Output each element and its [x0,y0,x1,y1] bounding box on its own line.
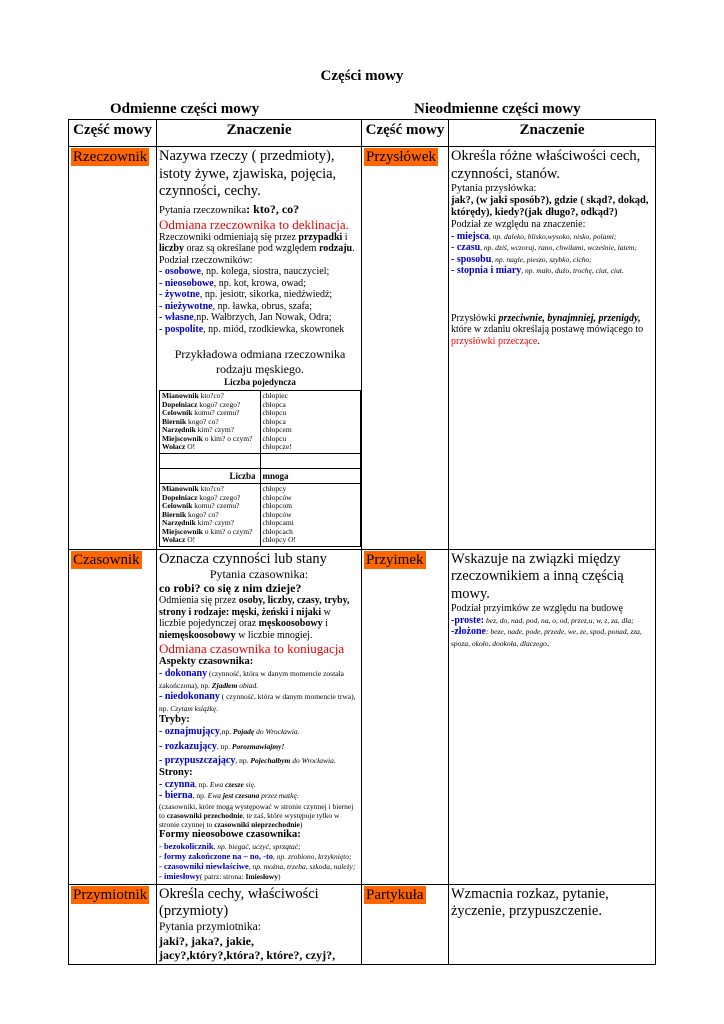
row-przymiotnik [69,884,656,964]
header-meaning-left: Znaczenie [157,120,362,147]
rzeczownik-type: - osobowe, np. kolega, siostra, nauczyciel; [159,266,330,277]
form-item: - imiesłowy( patrz: strona: Imiesłowy) [159,870,281,881]
rzeczownik-type: - żywotne, np. jesiotr, sikorka, niedźwiedź; [159,289,333,300]
case-form: chłopców [262,492,292,502]
case-form: chłopcy [262,484,287,493]
case-row: Wołacz O! [162,442,196,451]
singular-title: Liczba pojedyncza [224,377,296,387]
case-form: chłopcy O! [262,535,297,544]
header-meaning-right: Znaczenie [449,120,656,147]
rzeczownik-division-title: Podział rzeczowników: [159,254,253,266]
przyimek-definition: Wskazuje na związki między rzeczownikiem a inną częścią mowy. [451,550,624,602]
case-row: Dopełniacz kogo? czego? [162,492,241,502]
impersonal-forms-title: Formy nieosobowe czasownika: [159,828,301,840]
przyslowek-type: - sposobu, np. nagle, pieszo, szybko, cicho; [451,253,592,265]
plural-title-left: Liczba [160,468,261,484]
case-row: Biernik kogo? co? [162,509,219,519]
case-row: Celownik komu? czemu? [162,501,240,510]
rzeczownik-description: Rzeczowniki odmieniają się przez przypadki i liczby oraz są określane pod względem rodzaju. [159,231,355,254]
case-row: Miejscownik o kim? o czym? [162,433,253,443]
row-rzeczownik [69,147,656,550]
moods-title: Tryby: [159,714,190,725]
przyslowek-note: Przysłówki przeciwnie, bynajmniej, przenigdy, które w zdaniu określają postawę mówiącego to przysłówki przeczące. [451,312,644,347]
case-form: chłopcom [262,501,293,510]
case-row: Narzędnik kim? czym? [162,425,235,434]
form-item: - formy zakończone na – no, -to, np. zrobiono, krzyknięto; [159,850,352,861]
header-part-left: Część mowy [69,120,157,147]
case-form: chłopcze! [262,442,292,451]
page-title: Części mowy [320,68,404,84]
case-row: Mianownik kto?co? [162,484,224,493]
przymiotnik-questions-title: Pytania przymiotnika: [159,920,261,933]
partykula-definition: Wzmacnia rozkaz, pytanie, życzenie, przypuszczenie. [451,885,609,919]
rzeczownik-type: - nieosobowe, np. kot, krowa, owad; [159,277,306,289]
mood-item: - oznajmujący,np. Pojadę do Wrocławia. [159,726,300,737]
voice-note: (czasowniki, które mogą występować w stronie czynnej i biernej to czasowniki przechodnie, te zaś, które występuje tylko w stronie czynnej to czasowniki nieprzechodnie) [159,801,354,829]
rzeczownik-definition: Nazywa rzeczy ( przedmioty), istoty żywe, zjawiska, pojęcia, czynności, cechy. [159,148,337,199]
czasownik-questions-title: Pytania czasownika: [209,567,309,581]
voice-item: - bierna, np. Ewa jest czesana przez matkę. [159,790,299,801]
right-section-title: Nieodmienne części mowy [414,101,581,117]
label-partykula: Partykuła [366,886,424,903]
left-section-title: Odmienne części mowy [110,101,260,117]
przyslowek-type: - czasu, np. dziś, wczoraj, rano, chwilami, wcześnie, latem; [451,242,637,253]
declension-example-title: Przykładowa odmiana rzeczownika rodzaju męskiego. [174,347,346,376]
aspects-title: Aspekty czasownika: [159,656,254,667]
form-item: - czasowniki niewłaściwe, np. można, trzeba, szkoda, należy; [159,860,356,871]
case-form: chłopcu [262,433,287,443]
case-form: chłopca [262,399,286,409]
row-czasownik [69,549,656,884]
voices-title: Strony: [159,766,193,778]
przyslowek-questions: jak?, (w jaki sposób?), gdzie ( skąd?, dokąd, którędy), kiedy?(jak długo?, odkąd?) [451,195,649,218]
label-przyslowek: Przysłówek [366,149,436,165]
przymiotnik-questions: jaki?, jaka?, jakie, jacy?,który?,która?, które?, czyj?, [159,933,336,962]
case-form: chłopcem [262,425,292,434]
przyslowek-type: - stopnia i miary, np. mało, dużo, trochę, ciut, ciut. [451,265,624,276]
case-form: chłopiec [262,391,288,400]
label-czasownik: Czasownik [73,551,140,568]
label-rzeczownik: Rzeczownik [73,149,148,165]
rzeczownik-declension: Odmiana rzeczownika to deklinacja. [159,216,349,232]
rzeczownik-type: - nieżywotne, np. ławka, obrus, szafa; [159,300,313,312]
rzeczownik-questions: Pytania rzeczownika: kto?, co? [159,201,300,216]
mood-item: - rozkazujący, np. Porozmawiajmy! [159,740,285,752]
plural-title-right: mnoga [260,468,361,484]
case-form: chłopcami [262,518,294,527]
label-przymiotnik: Przymiotnik [73,886,148,903]
case-row: Wołacz O! [162,535,196,544]
case-row: Celownik komu? czemu? [162,408,240,417]
case-form: chłopcach [262,526,293,536]
rzeczownik-type: - własne,np. Wałbrzych, Jan Nowak, Odra; [159,312,332,323]
parts-of-speech-table [68,119,656,965]
przyslowek-type: - miejsca, np. daleko, blisko,wysoko, nisko, polami; [451,230,617,242]
czasownik-questions: co robi? co się z nim dzieje? [159,581,302,595]
czasownik-conjugation: Odmiana czasownika to koniugacja [159,641,345,656]
case-row: Miejscownik o kim? o czym? [162,526,253,536]
header-part-right: Część mowy [362,120,449,147]
przyimek-type: -złożone: beze, nade, pode, przede, we, ze, spod, ponad, zza, spoza, około, dookoła, dlaczego. [451,626,642,649]
case-row: Dopełniacz kogo? czego? [162,399,241,409]
label-przyimek: Przyimek [366,551,424,568]
singular-table [159,390,361,547]
przymiotnik-definition: Określa cechy, właściwości (przymioty) [159,885,319,919]
przyimek-type: -proste: bez, do, nad, pod, na, o, od, przez,u, w, z, za, dla; [451,614,634,626]
czasownik-definition: Oznacza czynności lub stany [159,550,327,567]
rzeczownik-type: - pospolite, np. miód, rzodkiewka, skowronek [159,323,345,335]
case-form: chłopca [262,416,286,426]
przyimek-division-title: Podział przyimków ze względu na budowę [451,603,623,614]
case-form: chłopcu [262,408,287,417]
przyslowek-division-title: Podział ze względu na znaczenie: [451,219,586,230]
aspect-item: - niedokonany ( czynność, która w danym momencie trwa), np. Czytam książkę. [159,691,356,713]
voice-item: - czynna, np. Ewa czesze się. [159,778,256,790]
case-form: chłopców [262,509,292,519]
case-row: Biernik kogo? co? [162,416,219,426]
header-row [69,120,656,147]
aspect-item: - dokonany (czynność, która w danym momencie została zakończona), np. Zjadłem obiad. [159,668,344,690]
case-row: Narzędnik kim? czym? [162,518,235,527]
case-row: Mianownik kto?co? [162,391,224,400]
przyslowek-definition: Określa różne właściwości cech, czynności, stanów. [451,148,641,182]
form-item: - bezokolicznik, np. biegać, uczyć, sprzątać; [159,840,301,851]
przyslowek-questions-title: Pytania przysłówka: [451,183,537,194]
mood-item: - przypuszczający, np. Pojechałbym do Wrocławia. [159,755,336,766]
czasownik-description: Odmienia się przez osoby, liczby, czasy, tryby, strony i rodzaje: męski, żeński i nijaki w liczbie pojedynczej oraz męskoosobowy i niemęskoosobowy w liczbie mnogiej. [159,595,350,641]
